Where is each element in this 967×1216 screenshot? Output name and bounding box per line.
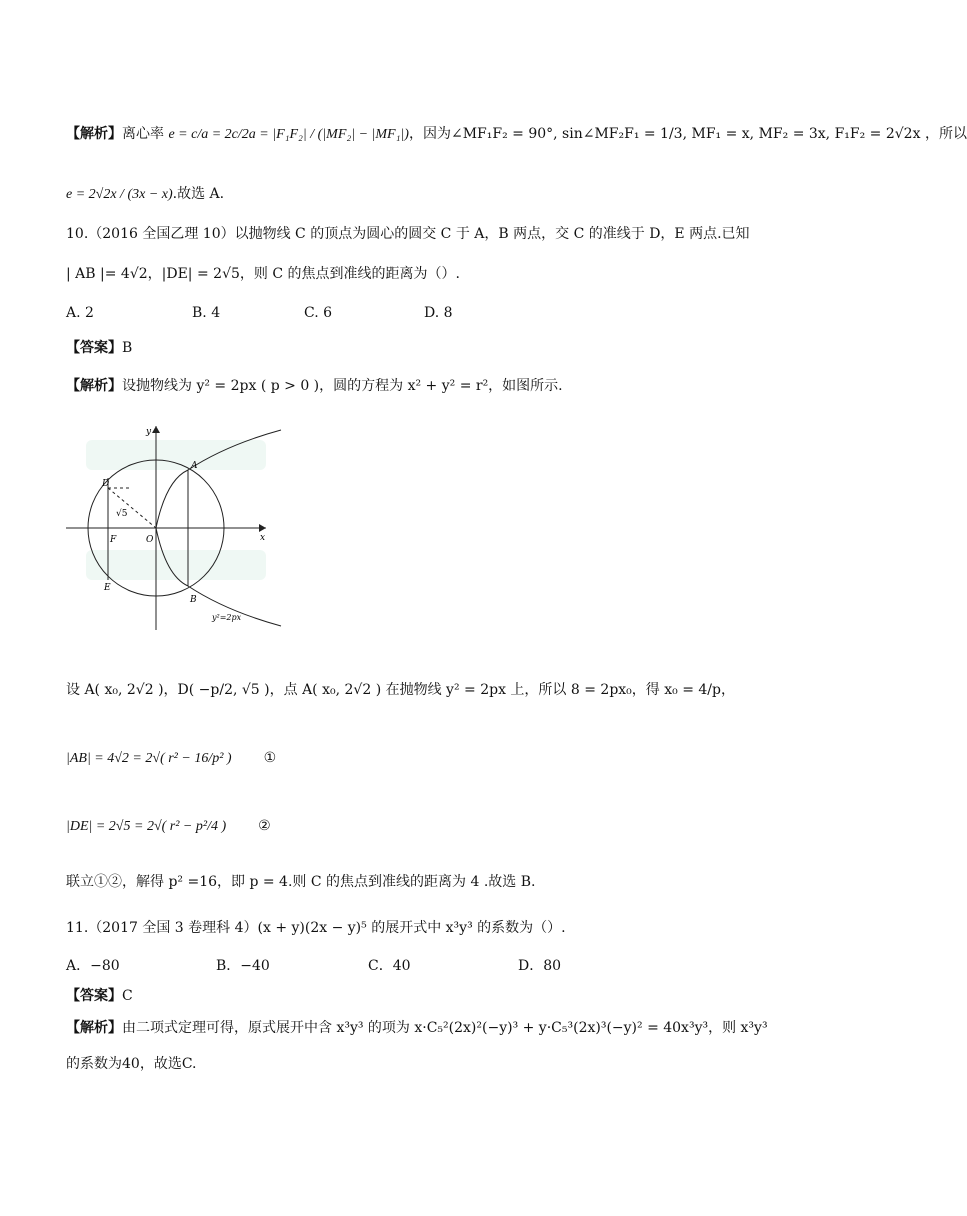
analysis-label: 【解析】 [66, 378, 122, 394]
q11-options [66, 958, 561, 975]
prev-analysis-line1 [66, 126, 967, 144]
prev-analysis-lead: 离心率 [122, 126, 164, 142]
x-axis-arrow [259, 524, 266, 532]
answer-label: 【答案】 [66, 988, 122, 1004]
prev-analysis-line2 [66, 186, 224, 204]
q10-stem-line1: 10.（2016 全国乙理 10）以抛物线 C 的顶点为圆心的圆交 C 于 A，B 两点，交 C 的准线于 D，E 两点.已知 [66, 226, 750, 242]
q11-option-d: D．80 [518, 958, 562, 974]
q10-setup: 设 A( x₀, 2√2 )，D( −p/2, √5 )，点 A( x₀, 2√2 ) 在抛物线 y² = 2px 上，所以 8 = 2px₀，得 x₀ = 4/p， [66, 682, 735, 698]
q10-stem-line2: | AB |= 4√2，|DE| = 2√5，则 C 的焦点到准线的距离为（）. [66, 266, 460, 282]
q10-eq1-expr: |AB| = 4√2 = 2√( r² − 16/p² ) [66, 751, 232, 766]
label-x: x [260, 533, 266, 543]
prev-analysis-condition: ，因为∠MF₁F₂ = 90°, sin∠MF₂F₁ = 1/3, MF₁ = x, MF₂ = 3x, F₁F₂ = 2√2x ，所以 [408, 126, 967, 142]
q10-eq1 [66, 750, 276, 768]
analysis-label: 【解析】 [66, 1020, 122, 1036]
q10-analysis-line1 [66, 378, 563, 395]
q10-option-c: C. 6 [304, 305, 333, 321]
q10-analysis-text: 设抛物线为 y² = 2px ( p > 0 )，圆的方程为 x² + y² = r²，如图所示. [122, 378, 563, 394]
analysis-label: 【解析】 [66, 126, 122, 142]
q11-analysis-line2: 的系数为40，故选C. [66, 1056, 197, 1072]
label-a: A [191, 461, 198, 471]
q11-stem: 11.（2017 全国 3 卷理科 4）(x + y)(2x − y)⁵ 的展开式中 x³y³ 的系数为（）. [66, 920, 566, 936]
label-f: F [110, 535, 117, 545]
parabola-circle-figure [66, 420, 286, 638]
q10-option-d: D. 8 [424, 305, 453, 321]
q11-option-b: B．−40 [216, 958, 270, 974]
label-e: E [104, 583, 111, 593]
q10-eq2-expr: |DE| = 2√5 = 2√( r² − p²/4 ) [66, 819, 227, 834]
q10-answer-value: B [122, 340, 133, 356]
prev-analysis-conclusion: .故选 A. [172, 186, 225, 202]
watermark [86, 440, 266, 580]
q11-analysis-line1 [66, 1020, 768, 1037]
q11-option-a: A．−80 [66, 958, 120, 974]
q11-answer-value: C [122, 988, 133, 1004]
label-d: D [102, 479, 110, 489]
label-y: y [146, 427, 152, 437]
q10-option-a: A. 2 [66, 305, 94, 321]
label-curve: y²=2px [212, 613, 242, 622]
q10-eq2 [66, 818, 271, 836]
q10-eq2-marker: ② [258, 818, 271, 834]
segment-do [108, 488, 156, 528]
answer-label: 【答案】 [66, 340, 122, 356]
q10-eq1-marker: ① [263, 750, 277, 766]
q11-answer [66, 988, 133, 1005]
q10-options [66, 305, 453, 322]
label-sqrt5: √5 [116, 509, 128, 519]
eccentricity-result: e = 2√2x / (3x − x) [66, 187, 173, 202]
eccentricity-expression: e = c/a = 2c/2a = |F₁F₂| / (|MF₂| − |MF₁|) [168, 127, 409, 142]
q11-analysis-text: 由二项式定理可得，原式展开中含 x³y³ 的项为 x·C₅²(2x)²(−y)³ + y·C₅³(2x)³(−y)² = 40x³y³，则 x³y³ [122, 1020, 768, 1036]
label-b: B [190, 595, 197, 605]
q11-option-c: C．40 [368, 958, 411, 974]
label-o: O [146, 535, 154, 545]
q10-result: 联立①②，解得 p² =16，即 p = 4.则 C 的焦点到准线的距离为 4 .故选 B. [66, 874, 536, 890]
q10-answer [66, 340, 132, 357]
q10-option-b: B. 4 [192, 305, 221, 321]
y-axis-arrow [152, 426, 160, 433]
